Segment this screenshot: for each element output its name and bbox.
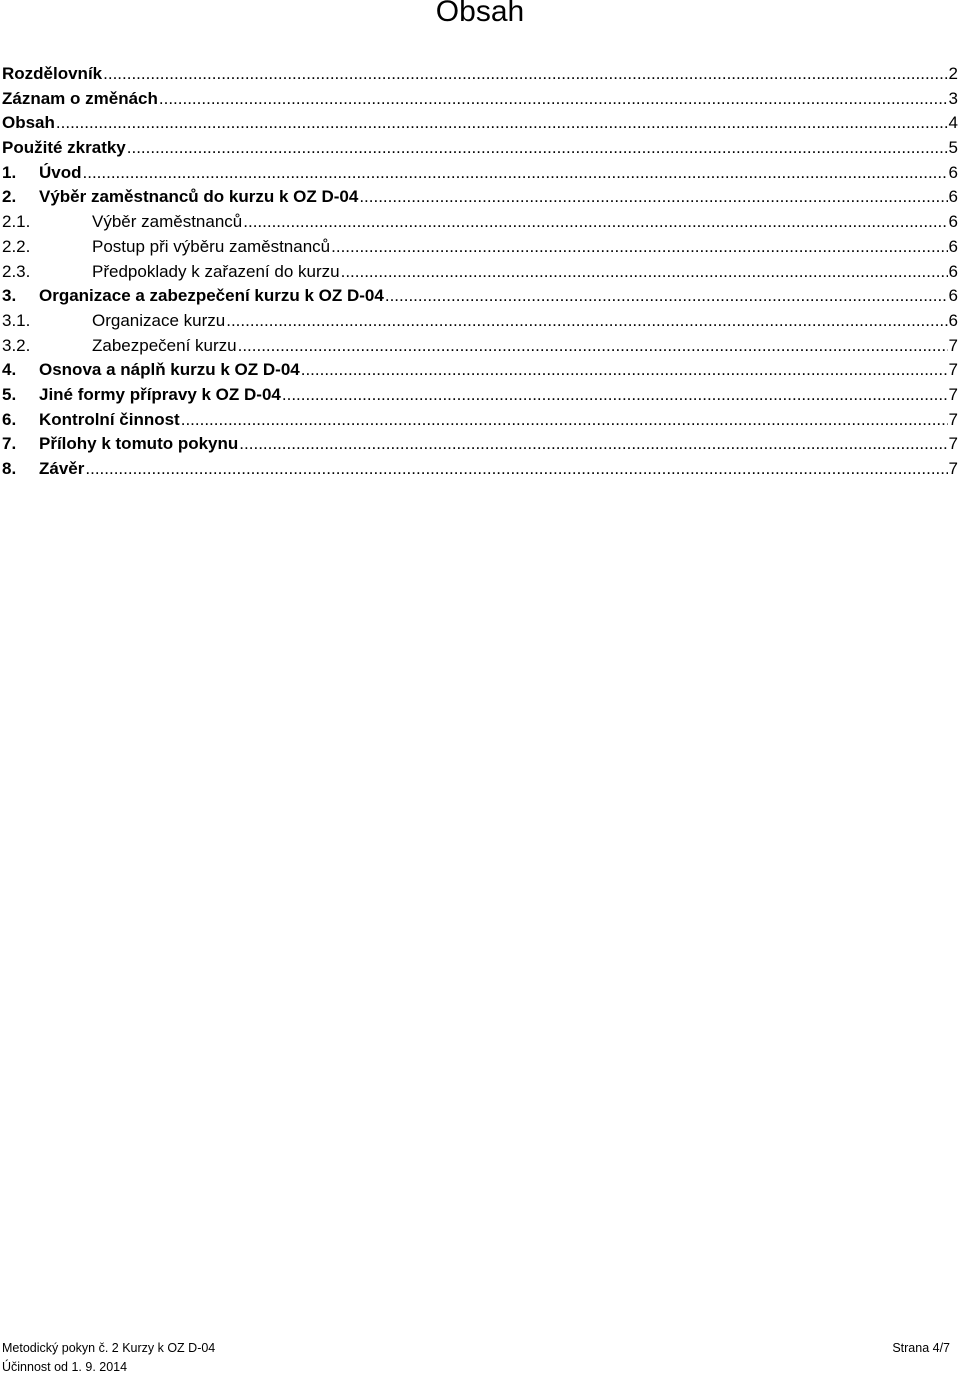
toc-dot-leader	[282, 383, 948, 407]
toc-dot-leader	[243, 210, 947, 234]
toc-entry-page-number: 7	[948, 409, 958, 429]
footer-effective-date: Účinnost od 1. 9. 2014	[2, 1360, 128, 1374]
toc-entry-number: 2.	[2, 187, 17, 207]
toc-dot-leader	[159, 87, 948, 111]
toc-entry-number: 8.	[2, 459, 17, 478]
toc-entry-number: 4.	[2, 360, 17, 380]
toc-dot-leader	[301, 358, 948, 382]
toc-entry[interactable]	[2, 457, 958, 482]
toc-entry-page-number: 6	[948, 212, 958, 232]
toc-entry-page-number: 2	[948, 64, 958, 83]
toc-entry-page-number: 6	[948, 261, 958, 281]
toc-entry-title: Kontrolní činnost	[39, 408, 181, 432]
toc-dot-leader	[238, 334, 948, 358]
toc-entry[interactable]	[2, 136, 958, 161]
toc-dot-leader	[341, 260, 948, 284]
table-of-contents	[2, 62, 958, 482]
toc-entry[interactable]	[2, 62, 958, 87]
toc-entry[interactable]	[2, 408, 958, 433]
toc-dot-leader	[385, 284, 948, 308]
toc-entry-title: Předpoklady k zařazení do kurzu	[92, 260, 341, 284]
toc-entry[interactable]	[2, 383, 958, 408]
toc-entry-number: 5.	[2, 384, 17, 404]
toc-entry-page-number: 7	[948, 384, 958, 404]
toc-entry-title: Organizace a zabezpečení kurzu k OZ D-04	[39, 284, 385, 308]
toc-entry[interactable]	[2, 334, 958, 359]
toc-entry-title: Osnova a náplň kurzu k OZ D-04	[39, 358, 301, 382]
toc-entry-page-number: 7	[948, 335, 958, 355]
toc-entry[interactable]	[2, 284, 958, 309]
toc-entry-number: 2.1.	[2, 212, 31, 232]
toc-dot-leader	[239, 432, 947, 456]
toc-entry[interactable]	[2, 260, 958, 285]
toc-entry-title: Obsah	[2, 111, 56, 135]
toc-dot-leader	[56, 111, 948, 135]
toc-dot-leader	[127, 136, 948, 160]
toc-entry-number: 3.	[2, 286, 17, 306]
toc-entry-number: 6.	[2, 409, 17, 429]
toc-dot-leader	[83, 161, 948, 185]
toc-entry-title: Výběr zaměstnanců	[92, 210, 243, 234]
toc-entry[interactable]	[2, 161, 958, 186]
toc-entry-page-number: 4	[948, 113, 958, 133]
toc-entry-number: 2.3.	[2, 261, 31, 281]
toc-entry-page-number: 6	[948, 187, 958, 207]
toc-entry-page-number: 6	[948, 162, 958, 182]
toc-entry-page-number: 6	[948, 236, 958, 256]
toc-entry-title: Organizace kurzu	[92, 309, 226, 333]
toc-entry-title: Zabezpečení kurzu	[92, 334, 238, 358]
toc-entry-page-number: 7	[948, 459, 958, 478]
toc-entry-number: 2.2.	[2, 236, 31, 256]
toc-entry-number: 1.	[2, 162, 17, 182]
toc-dot-leader	[103, 62, 947, 86]
toc-entry[interactable]	[2, 358, 958, 383]
toc-entry-title: Postup při výběru zaměstnanců	[92, 235, 331, 259]
toc-entry[interactable]	[2, 309, 958, 334]
toc-entry-title: Záznam o změnách	[2, 87, 159, 111]
toc-entry-page-number: 6	[948, 310, 958, 330]
toc-entry-page-number: 7	[948, 360, 958, 380]
toc-entry-number: 3.1.	[2, 310, 31, 330]
footer-document-name: Metodický pokyn č. 2 Kurzy k OZ D-04	[2, 1341, 216, 1355]
toc-dot-leader	[85, 457, 947, 481]
toc-entry-title: Rozdělovník	[2, 62, 103, 86]
toc-entry-title: Výběr zaměstnanců do kurzu k OZ D-04	[39, 185, 359, 209]
toc-entry[interactable]	[2, 235, 958, 260]
toc-entry-page-number: 6	[948, 286, 958, 306]
page-title: Obsah	[435, 0, 525, 28]
toc-entry[interactable]	[2, 210, 958, 235]
toc-entry-title: Úvod	[39, 161, 83, 185]
toc-entry[interactable]	[2, 87, 958, 112]
toc-entry-page-number: 7	[948, 434, 958, 454]
toc-entry-page-number: 3	[948, 88, 958, 108]
toc-entry[interactable]	[2, 432, 958, 457]
toc-entry-title: Závěr	[39, 457, 85, 481]
toc-dot-leader	[226, 309, 947, 333]
toc-dot-leader	[181, 408, 948, 432]
footer-page-indicator: Strana 4/7	[892, 1341, 950, 1355]
toc-entry-number: 3.2.	[2, 335, 31, 355]
toc-entry[interactable]	[2, 111, 958, 136]
toc-entry-page-number: 5	[948, 138, 958, 158]
toc-entry-title: Jiné formy přípravy k OZ D-04	[39, 383, 282, 407]
toc-dot-leader	[331, 235, 947, 259]
toc-entry-number: 7.	[2, 434, 17, 454]
toc-entry[interactable]	[2, 185, 958, 210]
toc-dot-leader	[359, 185, 947, 209]
toc-entry-title: Použité zkratky	[2, 136, 127, 160]
toc-entry-title: Přílohy k tomuto pokynu	[39, 432, 239, 456]
